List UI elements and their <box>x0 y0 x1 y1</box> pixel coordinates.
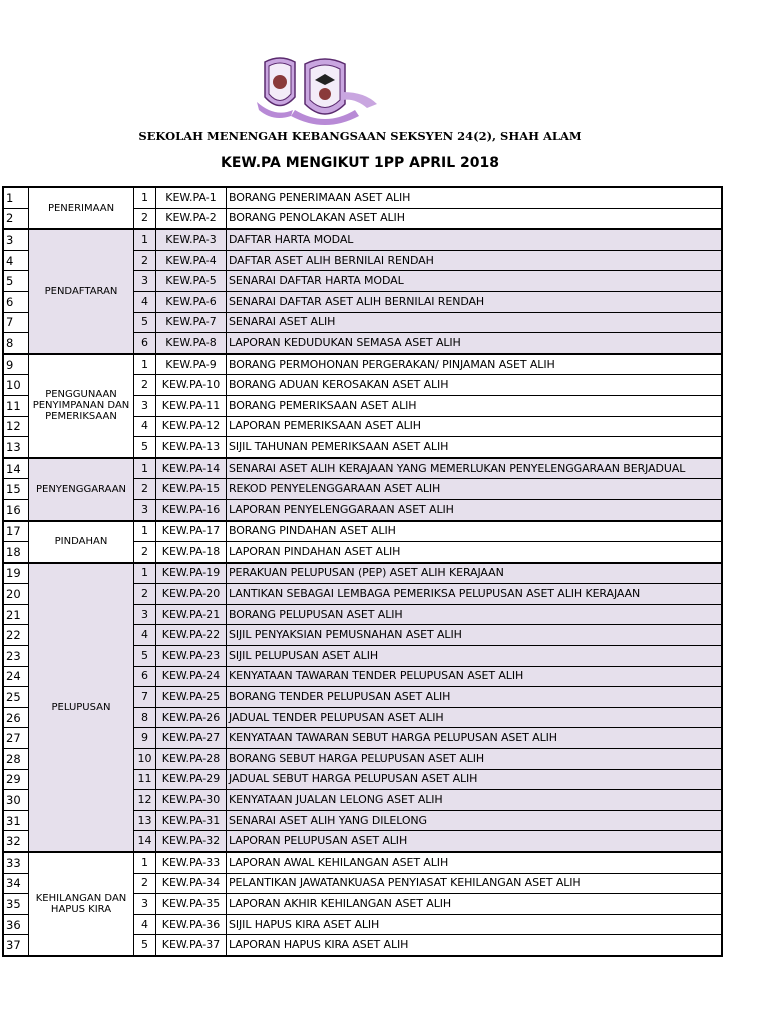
sub-number: 12 <box>134 790 156 811</box>
sub-number: 8 <box>134 707 156 728</box>
form-code: KEW.PA-15 <box>156 479 227 500</box>
form-code: KEW.PA-12 <box>156 416 227 437</box>
form-code: KEW.PA-36 <box>156 914 227 935</box>
form-description: LAPORAN KEDUDUKAN SEMASA ASET ALIH <box>227 333 723 354</box>
sub-number: 3 <box>134 271 156 292</box>
sub-number: 5 <box>134 646 156 667</box>
row-number: 21 <box>3 604 29 625</box>
form-description: JADUAL TENDER PELUPUSAN ASET ALIH <box>227 707 723 728</box>
sub-number: 3 <box>134 894 156 915</box>
table-row <box>3 187 722 208</box>
form-code: KEW.PA-24 <box>156 666 227 687</box>
row-number: 28 <box>3 749 29 770</box>
row-number: 13 <box>3 437 29 458</box>
form-code: KEW.PA-9 <box>156 354 227 375</box>
row-number: 10 <box>3 375 29 396</box>
row-number: 33 <box>3 852 29 873</box>
sub-number: 6 <box>134 666 156 687</box>
form-code: KEW.PA-32 <box>156 831 227 852</box>
form-code: KEW.PA-10 <box>156 375 227 396</box>
sub-number: 4 <box>134 291 156 312</box>
form-code: KEW.PA-16 <box>156 499 227 520</box>
row-number: 5 <box>3 271 29 292</box>
form-description: BORANG PENOLAKAN ASET ALIH <box>227 208 723 229</box>
form-description: SENARAI DAFTAR ASET ALIH BERNILAI RENDAH <box>227 291 723 312</box>
category-cell: PINDAHAN <box>29 521 134 563</box>
row-number: 25 <box>3 687 29 708</box>
sub-number: 7 <box>134 687 156 708</box>
form-description: LAPORAN AWAL KEHILANGAN ASET ALIH <box>227 852 723 873</box>
row-number: 4 <box>3 250 29 271</box>
row-number: 2 <box>3 208 29 229</box>
form-code: KEW.PA-7 <box>156 312 227 333</box>
table-row <box>3 458 722 479</box>
row-number: 36 <box>3 914 29 935</box>
form-code: KEW.PA-18 <box>156 542 227 563</box>
form-description: DAFTAR ASET ALIH BERNILAI RENDAH <box>227 250 723 271</box>
form-code: KEW.PA-13 <box>156 437 227 458</box>
row-number: 7 <box>3 312 29 333</box>
sub-number: 1 <box>134 354 156 375</box>
page-title: KEW.PA MENGIKUT 1PP APRIL 2018 <box>220 155 499 171</box>
form-code: KEW.PA-8 <box>156 333 227 354</box>
row-number: 15 <box>3 479 29 500</box>
school-crest-left <box>257 58 295 118</box>
form-code: KEW.PA-25 <box>156 687 227 708</box>
sub-number: 3 <box>134 395 156 416</box>
sub-number: 4 <box>134 914 156 935</box>
kewpa-table <box>2 186 723 957</box>
form-description: BORANG PEMERIKSAAN ASET ALIH <box>227 395 723 416</box>
form-description: PERAKUAN PELUPUSAN (PEP) ASET ALIH KERAJAAN <box>227 563 723 584</box>
row-number: 27 <box>3 728 29 749</box>
sub-number: 2 <box>134 542 156 563</box>
form-description: KENYATAAN JUALAN LELONG ASET ALIH <box>227 790 723 811</box>
form-description: SENARAI ASET ALIH YANG DILELONG <box>227 810 723 831</box>
sub-number: 1 <box>134 187 156 208</box>
form-code: KEW.PA-4 <box>156 250 227 271</box>
form-description: REKOD PENYELENGGARAAN ASET ALIH <box>227 479 723 500</box>
row-number: 37 <box>3 935 29 956</box>
kewpa-table-body <box>3 187 722 956</box>
row-number: 26 <box>3 707 29 728</box>
category-cell: KEHILANGAN DAN HAPUS KIRA <box>29 852 134 956</box>
row-number: 31 <box>3 810 29 831</box>
sub-number: 10 <box>134 749 156 770</box>
sub-number: 3 <box>134 499 156 520</box>
sub-number: 4 <box>134 625 156 646</box>
school-crest-right <box>291 59 377 125</box>
form-description: SENARAI DAFTAR HARTA MODAL <box>227 271 723 292</box>
form-description: KENYATAAN TAWARAN SEBUT HARGA PELUPUSAN ASET ALIH <box>227 728 723 749</box>
form-code: KEW.PA-26 <box>156 707 227 728</box>
sub-number: 5 <box>134 312 156 333</box>
form-description: LAPORAN PENYELENGGARAAN ASET ALIH <box>227 499 723 520</box>
row-number: 19 <box>3 563 29 584</box>
form-code: KEW.PA-20 <box>156 584 227 605</box>
form-code: KEW.PA-22 <box>156 625 227 646</box>
form-description: LAPORAN HAPUS KIRA ASET ALIH <box>227 935 723 956</box>
category-cell: PENYENGGARAAN <box>29 458 134 521</box>
form-description: SIJIL PENYAKSIAN PEMUSNAHAN ASET ALIH <box>227 625 723 646</box>
category-cell: PENERIMAAN <box>29 187 134 229</box>
form-description: BORANG SEBUT HARGA PELUPUSAN ASET ALIH <box>227 749 723 770</box>
form-code: KEW.PA-19 <box>156 563 227 584</box>
sub-number: 13 <box>134 810 156 831</box>
table-row <box>3 521 722 542</box>
form-description: LAPORAN AKHIR KEHILANGAN ASET ALIH <box>227 894 723 915</box>
form-code: KEW.PA-21 <box>156 604 227 625</box>
form-code: KEW.PA-27 <box>156 728 227 749</box>
sub-number: 2 <box>134 584 156 605</box>
form-code: KEW.PA-17 <box>156 521 227 542</box>
form-description: BORANG ADUAN KEROSAKAN ASET ALIH <box>227 375 723 396</box>
sub-number: 2 <box>134 479 156 500</box>
form-code: KEW.PA-14 <box>156 458 227 479</box>
form-code: KEW.PA-6 <box>156 291 227 312</box>
sub-number: 1 <box>134 852 156 873</box>
sub-number: 11 <box>134 769 156 790</box>
form-description: KENYATAAN TAWARAN TENDER PELUPUSAN ASET ALIH <box>227 666 723 687</box>
sub-number: 9 <box>134 728 156 749</box>
sub-number: 2 <box>134 250 156 271</box>
row-number: 32 <box>3 831 29 852</box>
sub-number: 4 <box>134 416 156 437</box>
row-number: 1 <box>3 187 29 208</box>
row-number: 29 <box>3 769 29 790</box>
table-row <box>3 852 722 873</box>
row-number: 34 <box>3 873 29 894</box>
form-description: LANTIKAN SEBAGAI LEMBAGA PEMERIKSA PELUPUSAN ASET ALIH KERAJAAN <box>227 584 723 605</box>
row-number: 3 <box>3 229 29 250</box>
row-number: 24 <box>3 666 29 687</box>
sub-number: 2 <box>134 208 156 229</box>
sub-number: 6 <box>134 333 156 354</box>
form-code: KEW.PA-30 <box>156 790 227 811</box>
form-code: KEW.PA-5 <box>156 271 227 292</box>
row-number: 12 <box>3 416 29 437</box>
row-number: 22 <box>3 625 29 646</box>
form-code: KEW.PA-31 <box>156 810 227 831</box>
form-code: KEW.PA-11 <box>156 395 227 416</box>
form-description: LAPORAN PINDAHAN ASET ALIH <box>227 542 723 563</box>
sub-number: 5 <box>134 935 156 956</box>
row-number: 17 <box>3 521 29 542</box>
form-description: SENARAI ASET ALIH KERAJAAN YANG MEMERLUKAN PENYELENGGARAAN BERJADUAL <box>227 458 723 479</box>
form-code: KEW.PA-37 <box>156 935 227 956</box>
sub-number: 1 <box>134 458 156 479</box>
form-description: BORANG PENERIMAAN ASET ALIH <box>227 187 723 208</box>
sub-number: 2 <box>134 873 156 894</box>
form-description: BORANG PELUPUSAN ASET ALIH <box>227 604 723 625</box>
form-description: BORANG PERMOHONAN PERGERAKAN/ PINJAMAN ASET ALIH <box>227 354 723 375</box>
form-code: KEW.PA-35 <box>156 894 227 915</box>
row-number: 30 <box>3 790 29 811</box>
form-code: KEW.PA-28 <box>156 749 227 770</box>
sub-number: 1 <box>134 563 156 584</box>
form-description: SIJIL HAPUS KIRA ASET ALIH <box>227 914 723 935</box>
sub-number: 2 <box>134 375 156 396</box>
row-number: 9 <box>3 354 29 375</box>
row-number: 18 <box>3 542 29 563</box>
category-cell: PENDAFTARAN <box>29 229 134 354</box>
form-description: LAPORAN PELUPUSAN ASET ALIH <box>227 831 723 852</box>
row-number: 14 <box>3 458 29 479</box>
sub-number: 5 <box>134 437 156 458</box>
form-description: BORANG PINDAHAN ASET ALIH <box>227 521 723 542</box>
row-number: 6 <box>3 291 29 312</box>
form-description: JADUAL SEBUT HARGA PELUPUSAN ASET ALIH <box>227 769 723 790</box>
form-description: DAFTAR HARTA MODAL <box>227 229 723 250</box>
category-cell: PELUPUSAN <box>29 563 134 852</box>
row-number: 20 <box>3 584 29 605</box>
form-code: KEW.PA-34 <box>156 873 227 894</box>
table-row <box>3 354 722 375</box>
form-code: KEW.PA-29 <box>156 769 227 790</box>
form-description: SIJIL TAHUNAN PEMERIKSAAN ASET ALIH <box>227 437 723 458</box>
sub-number: 1 <box>134 521 156 542</box>
row-number: 11 <box>3 395 29 416</box>
form-code: KEW.PA-1 <box>156 187 227 208</box>
sub-number: 1 <box>134 229 156 250</box>
form-description: PELANTIKAN JAWATANKUASA PENYIASAT KEHILANGAN ASET ALIH <box>227 873 723 894</box>
form-description: SENARAI ASET ALIH <box>227 312 723 333</box>
row-number: 16 <box>3 499 29 520</box>
category-cell: PENGGUNAAN PENYIMPANAN DAN PEMERIKSAAN <box>29 354 134 458</box>
school-logo <box>255 52 385 132</box>
form-code: KEW.PA-2 <box>156 208 227 229</box>
sub-number: 3 <box>134 604 156 625</box>
table-row <box>3 229 722 250</box>
row-number: 35 <box>3 894 29 915</box>
form-description: SIJIL PELUPUSAN ASET ALIH <box>227 646 723 667</box>
form-description: LAPORAN PEMERIKSAAN ASET ALIH <box>227 416 723 437</box>
form-code: KEW.PA-23 <box>156 646 227 667</box>
table-row <box>3 563 722 584</box>
row-number: 8 <box>3 333 29 354</box>
form-description: BORANG TENDER PELUPUSAN ASET ALIH <box>227 687 723 708</box>
sub-number: 14 <box>134 831 156 852</box>
row-number: 23 <box>3 646 29 667</box>
form-code: KEW.PA-33 <box>156 852 227 873</box>
school-name: SEKOLAH MENENGAH KEBANGSAAN SEKSYEN 24(2), SHAH ALAM <box>138 129 582 143</box>
form-code: KEW.PA-3 <box>156 229 227 250</box>
